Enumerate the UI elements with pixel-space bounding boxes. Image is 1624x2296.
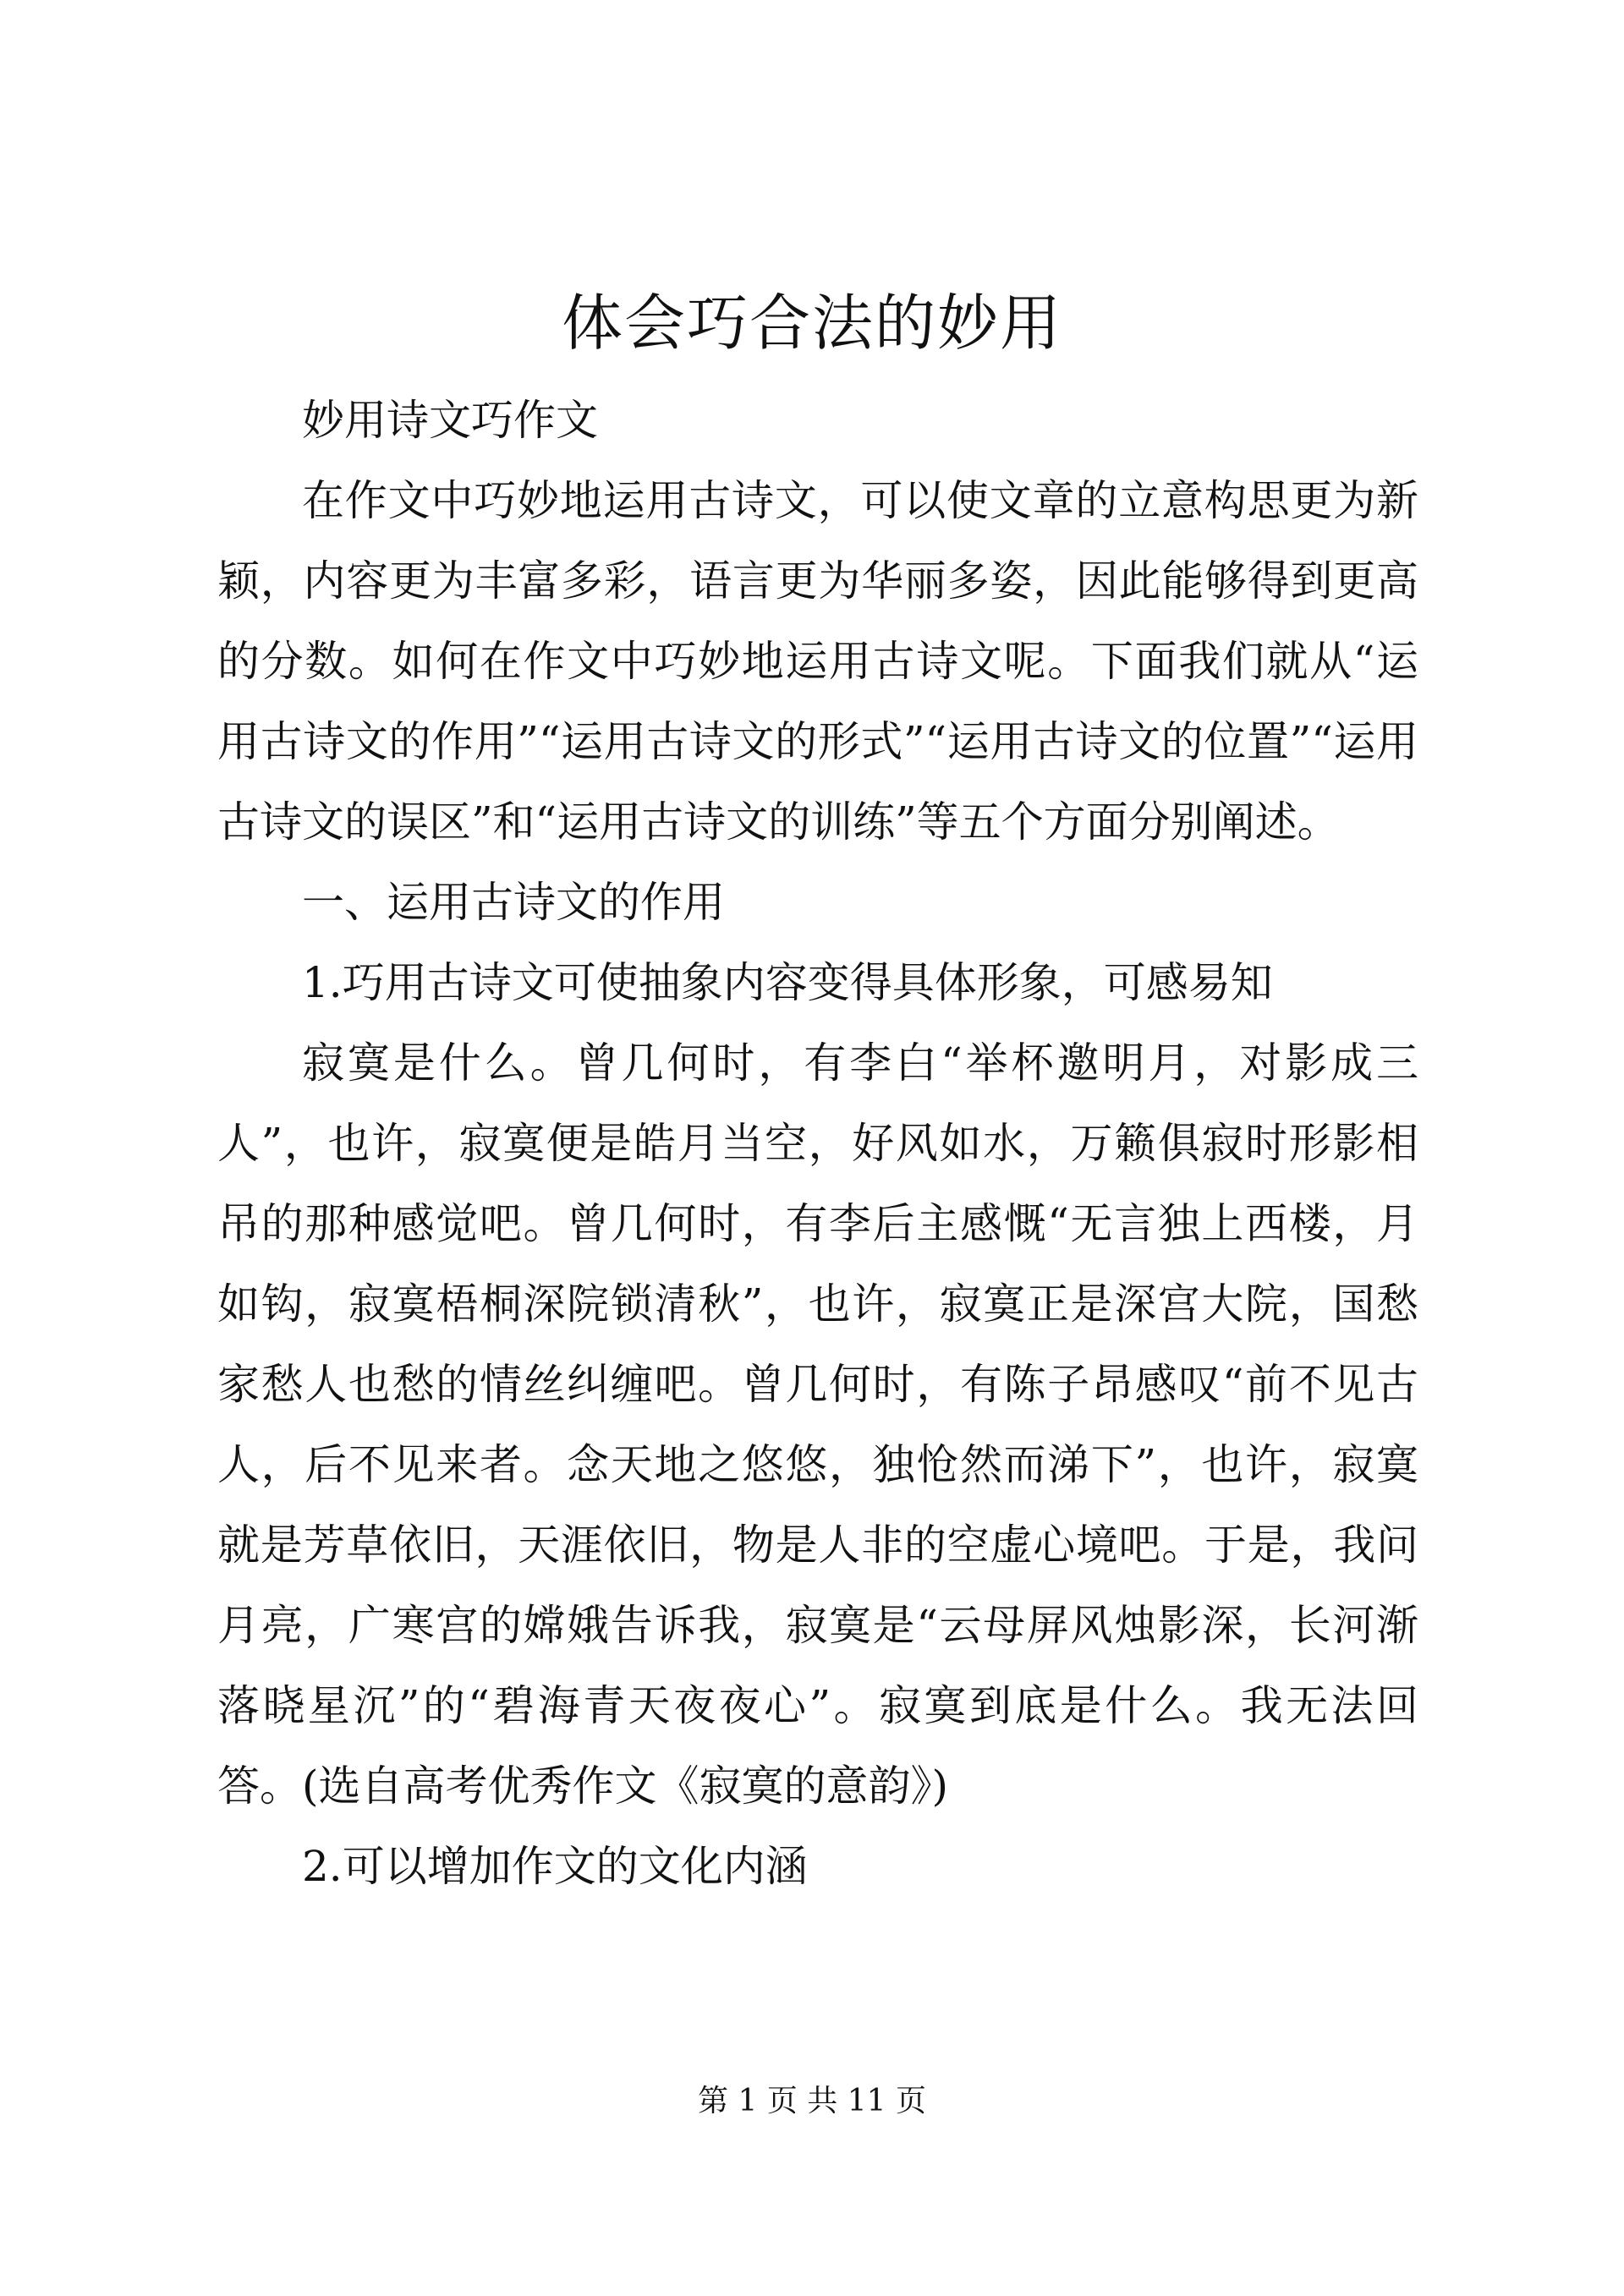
- subsection-heading: 1.巧用古诗文可使抽象内容变得具体形象，可感易知: [302, 958, 1273, 1007]
- document-body: [217, 381, 1418, 1907]
- intro-paragraph: 在作文中巧妙地运用古诗文，可以使文章的立意构思更为新颖，内容更为丰富多彩，语言更为华丽多姿，因此能够得到更高的分数。如何在作文中巧妙地运用古诗文呢。下面我们就从“运用古诗文的作用”“运用古诗文的形式”“运用古诗文的位置”“运用古诗文的误区”和“运用古诗文的训练”等五个方面分别阐述。: [217, 476, 1418, 847]
- example-paragraph: 寂寞是什么。曾几何时，有李白“举杯邀明月，对影成三人”，也许，寂寞便是皓月当空，好风如水，万籁俱寂时形影相吊的那种感觉吧。曾几何时，有李后主感慨“无言独上西楼，月如钩，寂寞梧桐深院锁清秋”，也许，寂寞正是深宫大院，国愁家愁人也愁的情丝纠缠吧。曾几何时，有陈子昂感叹“前不见古人，后不见来者。念天地之悠悠，独怆然而涕下”，也许，寂寞就是芳草依旧，天涯依旧，物是人非的空虚心境吧。于是，我问月亮，广寒宫的嫦娥告诉我，寂寞是“云母屏风烛影深，长河渐落晓星沉”的“碧海青天夜夜心”。寂寞到底是什么。我无法回答。(选自高考优秀作文《寂寞的意韵》): [217, 1038, 1418, 1811]
- document-title: 体会巧合法的妙用: [561, 288, 1062, 359]
- subtitle-paragraph: 妙用诗文巧作文: [302, 396, 598, 445]
- page-footer: 第 1 页 共 11 页: [698, 2084, 926, 2118]
- subsection-heading: 2.可以增加作文的文化内涵: [302, 1842, 808, 1891]
- section-heading: 一、运用古诗文的作用: [302, 878, 725, 927]
